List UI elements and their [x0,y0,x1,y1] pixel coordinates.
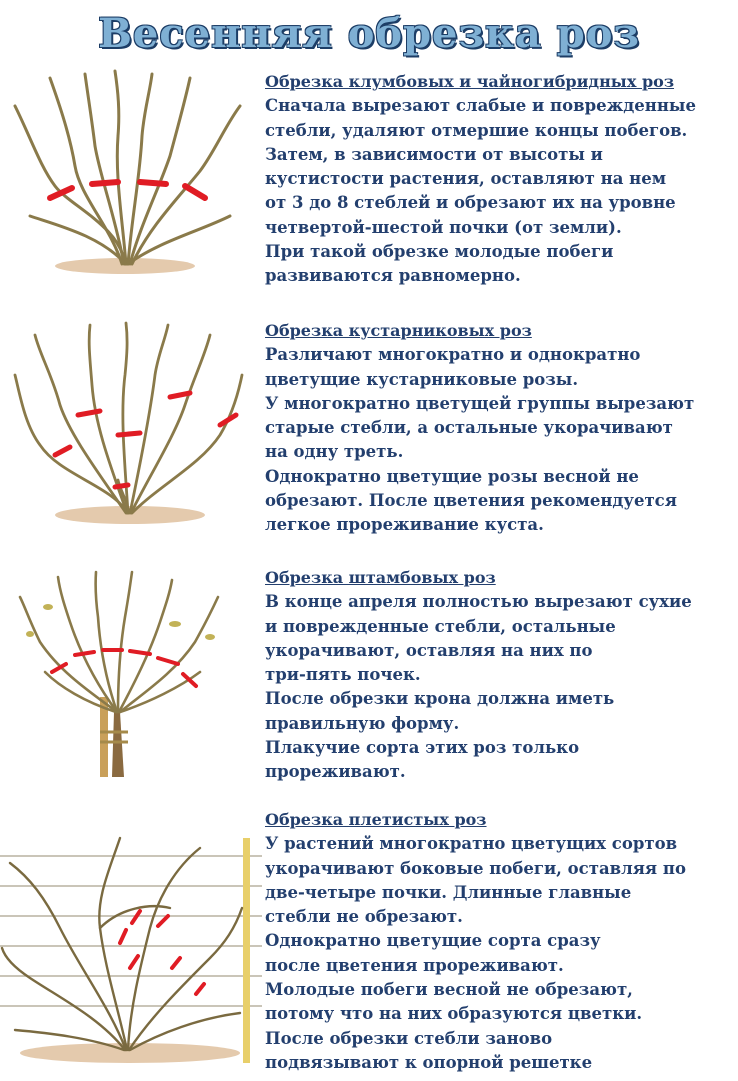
section-shrub-roses [0,315,738,545]
text-line: стебли не обрезают. [265,907,463,927]
text-line: подвязывают к опорной решетке [265,1052,593,1072]
section-heading: Обрезка клумбовых и чайногибридных роз [265,72,675,91]
section-heading: Обрезка кустарниковых роз [265,321,532,340]
bed-roses-text [265,70,696,289]
text-line: прореживают. [265,762,406,782]
text-line: от 3 до 8 стеблей и обрезают их на уровне [265,193,676,213]
text-line: потому что на них образуются цветки. [265,1004,643,1024]
text-line: легкое прореживание куста. [265,515,544,535]
shrub-roses-text [265,319,694,538]
text-line: В конце апреля полностью вырезают сухие [265,592,692,612]
text-line: Однократно цветущие сорта сразу [265,931,601,951]
section-heading: Обрезка штамбовых роз [265,568,496,587]
page-title: Весенняя обрезка роз [98,10,640,57]
text-line: после цветения прореживают. [265,955,564,975]
text-line: и поврежденные стебли, остальные [265,616,616,636]
text-line: правильную форму. [265,713,460,733]
section-bed-roses [0,66,738,306]
bed-rose-bush-illustration [0,66,260,306]
text-line: стебли, удаляют отмершие концы побегов. [265,120,688,140]
text-line: Молодые побеги весной не обрезают, [265,980,633,1000]
section-heading: Обрезка плетистых роз [265,810,487,829]
climbing-rose-illustration [0,808,265,1078]
text-line: цветущие кустарниковые розы. [265,369,579,389]
text-line: три-пять почек. [265,665,421,685]
section-standard-roses [0,562,738,792]
standard-rose-tree-illustration [0,562,260,792]
text-line: укорачивают боковые побеги, оставляя по [265,858,686,878]
text-line: Сначала вырезают слабые и поврежденные [265,96,696,116]
text-line: Плакучие сорта этих роз только [265,738,580,758]
shrub-rose-bush-illustration [0,315,260,545]
section-climbing-roses [0,808,738,1078]
text-line: У многократно цветущей группы вырезают [265,393,695,413]
text-line: развиваются равномерно. [265,266,521,286]
text-line: кустистости растения, оставляют на нем [265,169,667,189]
text-line: У растений многократно цветущих сортов [265,834,678,854]
text-line: на одну треть. [265,442,404,462]
standard-roses-text [265,566,692,785]
text-line: две-четыре почки. Длинные главные [265,882,632,902]
text-line: Затем, в зависимости от высоты и [265,144,603,164]
text-line: четвертой-шестой почки (от земли). [265,217,622,237]
climbing-roses-text [265,808,686,1075]
text-line: обрезают. После цветения рекомендуется [265,491,677,511]
text-line: укорачивают, оставляя на них по [265,640,593,660]
text-line: Однократно цветущие розы весной не [265,466,639,486]
text-line: После обрезки крона должна иметь [265,689,615,709]
text-line: старые стебли, а остальные укорачивают [265,418,673,438]
text-line: После обрезки стебли заново [265,1028,553,1048]
text-line: При такой обрезке молодые побеги [265,242,614,262]
text-line: Различают многократно и однократно [265,345,641,365]
